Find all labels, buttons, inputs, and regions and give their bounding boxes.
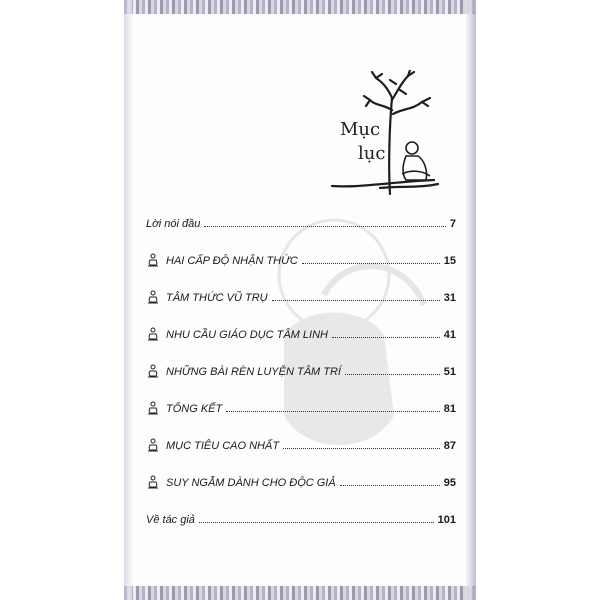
toc-entry-title: HAI CẤP ĐỘ NHẬN THỨC <box>166 255 298 267</box>
toc-entry[interactable] <box>146 358 456 378</box>
dot-leader <box>199 522 434 523</box>
dot-leader <box>226 411 440 412</box>
meditating-monk-icon <box>146 253 160 267</box>
page-title <box>334 118 404 166</box>
toc-entry[interactable] <box>146 432 456 452</box>
dot-leader <box>302 263 440 264</box>
toc-entry[interactable] <box>146 321 456 341</box>
meditating-monk-icon <box>146 401 160 415</box>
toc-entry-title: Về tác giả <box>146 514 195 526</box>
toc-entry[interactable] <box>146 506 456 526</box>
toc-entry-page-number: 31 <box>443 292 456 304</box>
toc-entry-title: NHỮNG BÀI RÈN LUYỆN TÂM TRÍ <box>166 366 341 378</box>
decorative-border-top <box>124 0 476 14</box>
decorative-border-bottom <box>124 586 476 600</box>
title-line-1: Mục <box>340 119 381 140</box>
toc-entry-page-number: 81 <box>443 403 456 415</box>
toc-entry[interactable] <box>146 469 456 489</box>
toc-entry[interactable] <box>146 395 456 415</box>
toc-entry[interactable] <box>146 210 456 230</box>
toc-entry-page-number: 15 <box>443 255 456 267</box>
toc-entry-title: SUY NGẪM DÀNH CHO ĐỘC GIẢ <box>166 477 336 489</box>
dot-leader <box>204 226 446 227</box>
dot-leader <box>332 337 440 338</box>
toc-entry[interactable] <box>146 247 456 267</box>
toc-entry-page-number: 95 <box>443 477 456 489</box>
meditating-monk-icon <box>146 438 160 452</box>
toc-entry-title: TỔNG KẾT <box>166 403 223 415</box>
book-page <box>124 0 476 600</box>
meditating-monk-icon <box>146 290 160 304</box>
toc-entry-title: Lời nói đầu <box>146 218 201 230</box>
title-line-2: lục <box>358 143 386 164</box>
toc-entry-page-number: 87 <box>443 440 456 452</box>
toc-entry-page-number: 41 <box>443 329 456 341</box>
toc-entry-page-number: 101 <box>437 514 456 526</box>
meditating-monk-icon <box>146 475 160 489</box>
dot-leader <box>345 374 440 375</box>
decorative-border-left <box>124 0 132 600</box>
meditating-monk-icon <box>146 364 160 378</box>
dot-leader <box>340 485 440 486</box>
decorative-border-right <box>466 0 476 600</box>
toc-entry-title: NHU CẦU GIÁO DỤC TÂM LINH <box>166 329 328 341</box>
toc-entry-title: MỤC TIÊU CAO NHẤT <box>166 440 280 452</box>
dot-leader <box>283 448 440 449</box>
meditating-monk-icon <box>146 327 160 341</box>
toc-entry-title: TÂM THỨC VŨ TRỤ <box>166 292 268 304</box>
toc-entry-page-number: 51 <box>443 366 456 378</box>
toc-entry-page-number: 7 <box>449 218 456 230</box>
dot-leader <box>272 300 440 301</box>
toc-entry[interactable] <box>146 284 456 304</box>
